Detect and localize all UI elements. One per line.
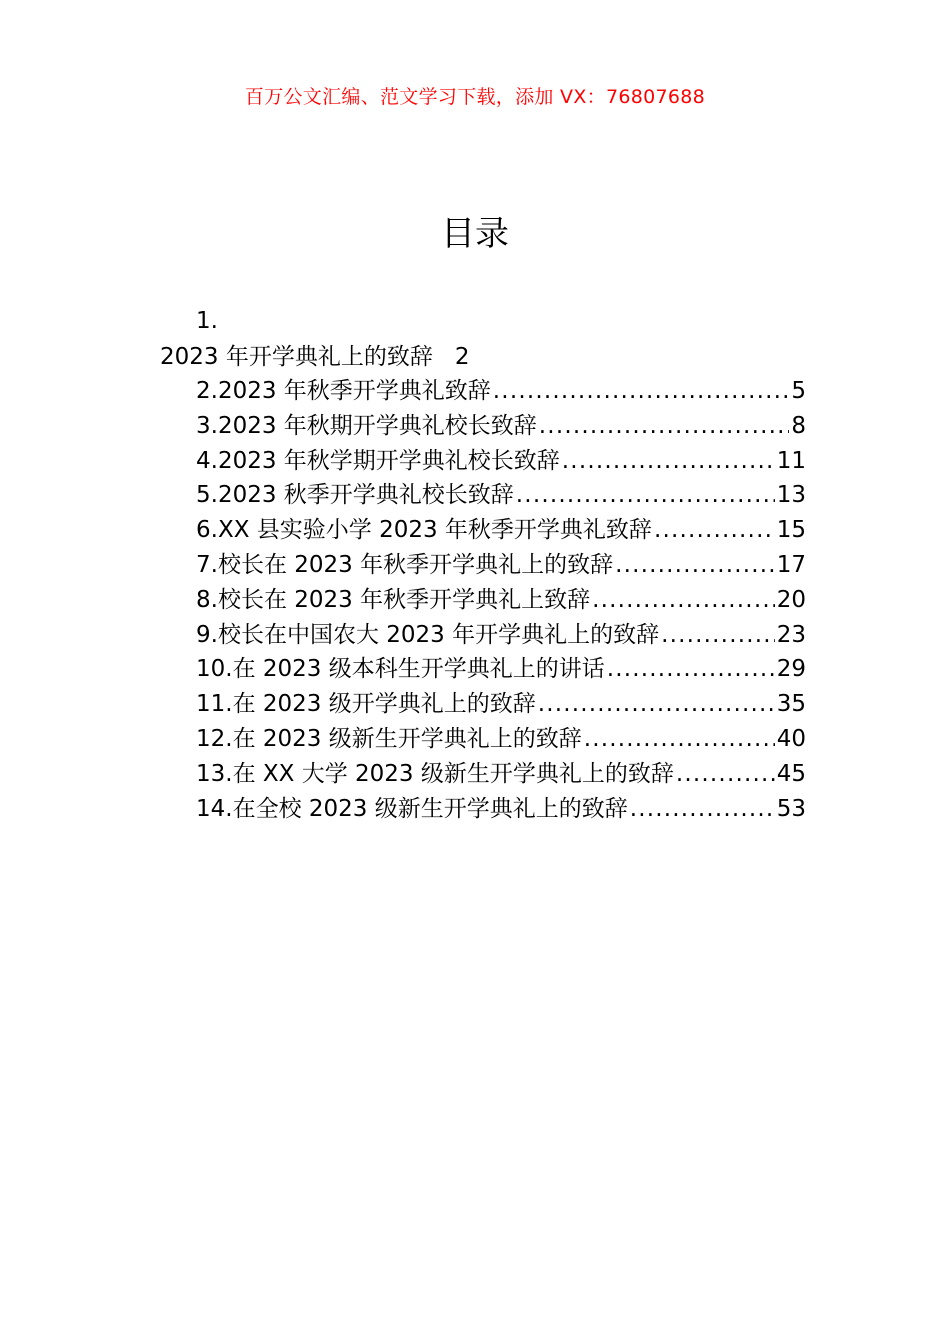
toc-entry-page: 29 <box>776 656 806 683</box>
toc-entry-text: 11.在 2023 级开学典礼上的致辞 <box>196 691 536 718</box>
toc-entry[interactable] <box>196 584 806 619</box>
toc-entry[interactable] <box>196 688 806 723</box>
toc-entry-1-number[interactable]: 1. <box>196 308 218 334</box>
toc-entry[interactable] <box>196 514 806 549</box>
toc-entry-text: 14.在全校 2023 级新生开学典礼上的致辞 <box>196 795 628 822</box>
toc-entry-page: 5 <box>791 378 806 404</box>
toc-entry[interactable] <box>196 479 806 514</box>
toc-entry-text: 13.在 XX 大学 2023 级新生开学典礼上的致辞 <box>196 760 674 787</box>
toc-entry-page: 15 <box>776 517 806 544</box>
dot-leader <box>607 653 775 685</box>
toc-entry-page: 13 <box>776 482 806 509</box>
toc-entry-text: 3.2023 年秋期开学典礼校长致辞 <box>196 412 537 439</box>
dot-leader <box>615 549 775 581</box>
toc-entry-text: 4.2023 年秋学期开学典礼校长致辞 <box>196 447 560 474</box>
toc-entry-page: 53 <box>776 795 806 822</box>
dot-leader <box>516 479 775 511</box>
toc-entry-text: 6.XX 县实验小学 2023 年秋季开学典礼致辞 <box>196 517 652 544</box>
toc-entry-page: 8 <box>791 412 806 439</box>
toc-list <box>196 375 806 827</box>
toc-entry[interactable] <box>196 793 806 828</box>
toc-entry[interactable] <box>196 549 806 584</box>
toc-entry[interactable] <box>196 445 806 480</box>
toc-entry-page: 11 <box>776 447 806 474</box>
toc-entry-text: 7.校长在 2023 年秋季开学典礼上的致辞 <box>196 551 614 578</box>
dot-leader <box>654 514 775 546</box>
toc-entry[interactable] <box>196 619 806 654</box>
toc-entry[interactable] <box>196 653 806 688</box>
toc-entry[interactable] <box>196 375 806 410</box>
toc-entry-page: 45 <box>776 760 806 787</box>
toc-title: 目录 <box>441 214 509 254</box>
toc-entry-text: 2.2023 年秋季开学典礼致辞 <box>196 378 491 404</box>
toc-entry-text: 8.校长在 2023 年秋季开学典礼上致辞 <box>196 586 591 613</box>
dot-leader <box>592 584 775 616</box>
header-note: 百万公文汇编、范文学习下载，添加 VX：76807688 <box>244 86 706 108</box>
toc-entry-text: 12.在 2023 级新生开学典礼上的致辞 <box>196 725 582 752</box>
toc-entry-text: 9.校长在中国农大 2023 年开学典礼上的致辞 <box>196 621 660 648</box>
toc-entry-page: 23 <box>776 621 806 648</box>
dot-leader <box>538 688 775 720</box>
toc-entry-1-page: 2 <box>454 344 470 370</box>
dot-leader <box>661 619 775 651</box>
toc-entry[interactable] <box>196 723 806 758</box>
toc-entry-1[interactable] <box>160 341 470 373</box>
dot-leader <box>539 410 790 442</box>
toc-entry-page: 17 <box>776 551 806 578</box>
toc-entry-1-text: 2023 年开学典礼上的致辞 <box>160 344 433 370</box>
dot-leader <box>676 758 775 790</box>
dot-leader <box>493 375 790 407</box>
toc-entry-page: 35 <box>776 691 806 718</box>
toc-entry[interactable] <box>196 410 806 445</box>
toc-entry[interactable] <box>196 758 806 793</box>
dot-leader <box>630 793 775 825</box>
toc-entry-text: 10.在 2023 级本科生开学典礼上的讲话 <box>196 656 605 683</box>
toc-entry-page: 20 <box>776 586 806 613</box>
dot-leader <box>562 445 775 477</box>
toc-entry-text: 5.2023 秋季开学典礼校长致辞 <box>196 482 514 509</box>
toc-entry-page: 40 <box>776 725 806 752</box>
dot-leader <box>584 723 775 755</box>
